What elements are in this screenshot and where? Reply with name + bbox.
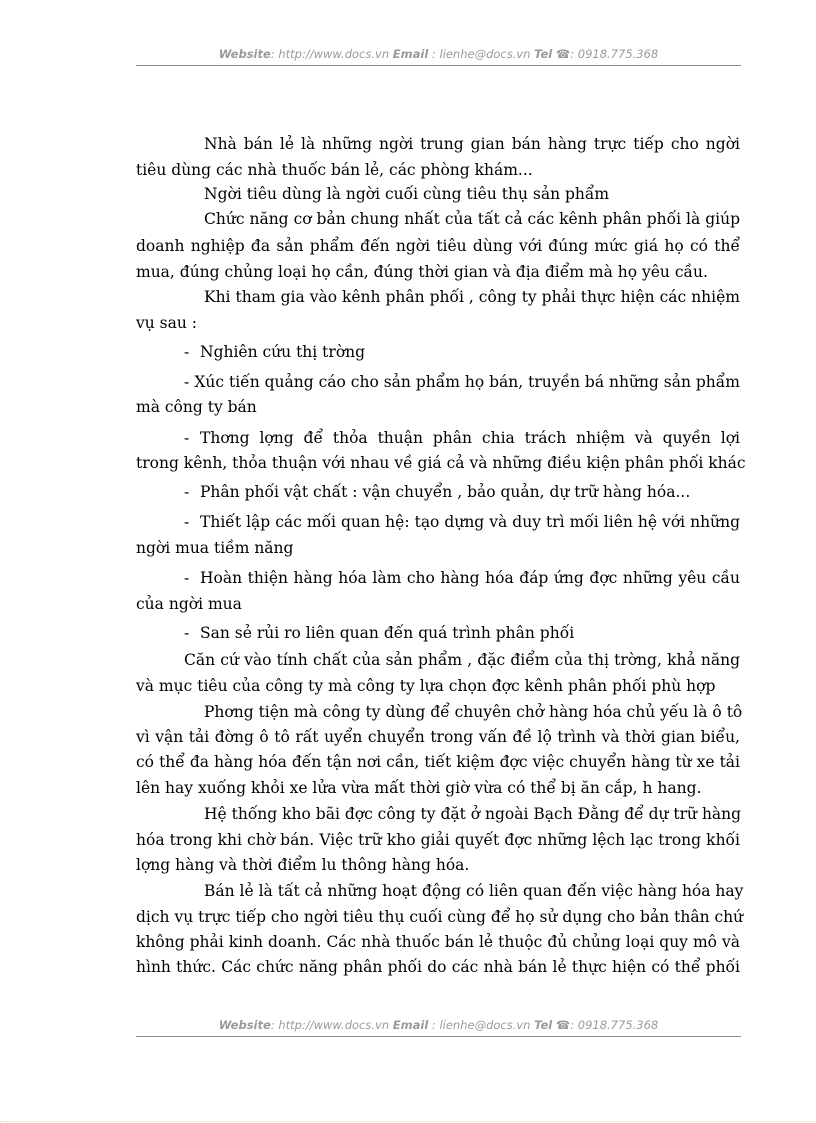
footer-divider	[136, 1036, 741, 1037]
text-line: và mục tiêu của công ty mà công ty lựa chọn đợc kênh phân phối phù hợp	[136, 677, 716, 695]
text-line: có thể đa hàng hóa đến tận nơi cần, tiết kiệm đợc việc chuyển hàng từ xe tải	[136, 753, 740, 771]
list-item-text: San sẻ rủi ro liên quan đến quá trình phân phối	[200, 624, 575, 642]
telephone-icon: ☎	[555, 47, 571, 61]
text-line: vì vận tải đờng ô tô rất uyển chuyển trong vấn đề lộ trình và thời gian biểu,	[136, 728, 740, 746]
text-line: Ngời tiêu dùng là ngời cuối cùng tiêu thụ sản phẩm	[204, 185, 610, 203]
list-item	[136, 568, 740, 588]
dash-marker: -	[184, 513, 190, 531]
text-line: hóa trong khi chờ bán. Việc trữ kho giải quyết đợc những lệch lạc trong khối	[136, 831, 740, 849]
text-line: mua, đúng chủng loại họ cần, đúng thời gian và địa điểm mà họ yêu cầu.	[136, 263, 708, 281]
footer-email-label: Email	[392, 1018, 429, 1032]
header-email-label: Email	[392, 47, 429, 61]
list-item	[136, 512, 740, 532]
dash-marker: -	[184, 373, 190, 391]
text-line: mà công ty bán	[136, 398, 257, 416]
footer-email-value[interactable]: lienhe@docs.vn	[439, 1018, 531, 1032]
list-item	[136, 482, 740, 502]
list-item-text: Xúc tiến quảng cáo cho sản phẩm họ bán, truyền bá những sản phẩm	[194, 373, 740, 391]
header-email-sep: :	[428, 47, 440, 61]
dash-marker: -	[184, 569, 190, 587]
list-item-text: Nghiên cứu thị trờng	[200, 343, 366, 361]
text-line: Phơng tiện mà công ty dùng để chuyên chở hàng hóa chủ yếu là ô tô	[204, 703, 743, 721]
page-bottom-edge	[0, 1121, 816, 1122]
list-item	[136, 428, 740, 448]
footer-tel-value: : 0918.775.368	[570, 1018, 659, 1032]
text-line: không phải kinh doanh. Các nhà thuốc bán lẻ thuộc đủ chủng loại quy mô và	[136, 933, 740, 951]
text-line: tiêu dùng các nhà thuốc bán lẻ, các phòng khám...	[136, 161, 533, 179]
footer-tel-label: Tel	[534, 1018, 553, 1032]
header-email-value[interactable]: lienhe@docs.vn	[439, 47, 531, 61]
text-line: Khi tham gia vào kênh phân phối , công ty phải thực hiện các nhiệm	[204, 288, 740, 306]
text-line: Hệ thống kho bãi đợc công ty đặt ở ngoài Bạch Đằng để dự trữ hàng	[204, 805, 742, 823]
text-line: ngời mua tiềm năng	[136, 539, 294, 557]
text-line: của ngời mua	[136, 595, 242, 613]
list-item-text: Thiết lập các mối quan hệ: tạo dựng và duy trì mối liên hệ với những	[200, 513, 740, 531]
list-item	[136, 623, 740, 643]
text-line: lợng hàng và thời điểm lu thông hàng hóa.	[136, 856, 470, 874]
dash-marker: -	[184, 343, 190, 361]
header-website-label: Website	[218, 47, 271, 61]
header-tel-label: Tel	[534, 47, 553, 61]
footer-website-sep: :	[270, 1018, 279, 1032]
header-divider	[136, 65, 741, 66]
telephone-icon: ☎	[555, 1018, 571, 1032]
text-line: hình thức. Các chức năng phân phối do các nhà bán lẻ thực hiện có thể phối	[136, 958, 740, 976]
text-line: Chức năng cơ bản chung nhất của tất cả các kênh phân phối là giúp	[204, 210, 740, 228]
header-tel-value: : 0918.775.368	[570, 47, 659, 61]
text-line: vụ sau :	[136, 314, 197, 332]
text-line: Nhà bán lẻ là những ngời trung gian bán hàng trực tiếp cho ngời	[204, 135, 740, 153]
text-line: lên hay xuống khỏi xe lửa vừa mất thời giờ vừa có thể bị ăn cắp, h hang.	[136, 779, 702, 797]
header-website-sep: :	[270, 47, 279, 61]
header-website-url[interactable]: http://www.docs.vn	[278, 47, 390, 61]
footer-website-url[interactable]: http://www.docs.vn	[278, 1018, 390, 1032]
text-line: Căn cứ vào tính chất của sản phẩm , đặc điểm của thị trờng, khả năng	[184, 651, 740, 669]
footer-email-sep: :	[428, 1018, 440, 1032]
text-line: doanh nghiệp đa sản phẩm đến ngời tiêu dùng với đúng mức giá họ có thể	[136, 237, 740, 255]
dash-marker: -	[184, 429, 190, 447]
text-line: trong kênh, thỏa thuận với nhau về giá cả và những điều kiện phân phối khác	[136, 454, 746, 472]
dash-marker: -	[184, 483, 190, 501]
page-footer	[136, 1018, 741, 1032]
list-item	[136, 342, 740, 362]
list-item	[136, 372, 740, 392]
page-header	[136, 47, 741, 61]
list-item-text: Phân phối vật chất : vận chuyển , bảo quản, dự trữ hàng hóa...	[200, 483, 691, 501]
text-line: Bán lẻ là tất cả những hoạt động có liên quan đến việc hàng hóa hay	[204, 882, 744, 900]
list-item-text: Thơng lợng để thỏa thuận phân chia trách nhiệm và quyền lợi	[200, 429, 740, 447]
footer-website-label: Website	[218, 1018, 271, 1032]
text-line: dịch vụ trực tiếp cho ngời tiêu thụ cuối cùng để họ sử dụng cho bản thân chứ	[136, 908, 744, 926]
list-item-text: Hoàn thiện hàng hóa làm cho hàng hóa đáp ứng đợc những yêu cầu	[200, 569, 740, 587]
dash-marker: -	[184, 624, 190, 642]
